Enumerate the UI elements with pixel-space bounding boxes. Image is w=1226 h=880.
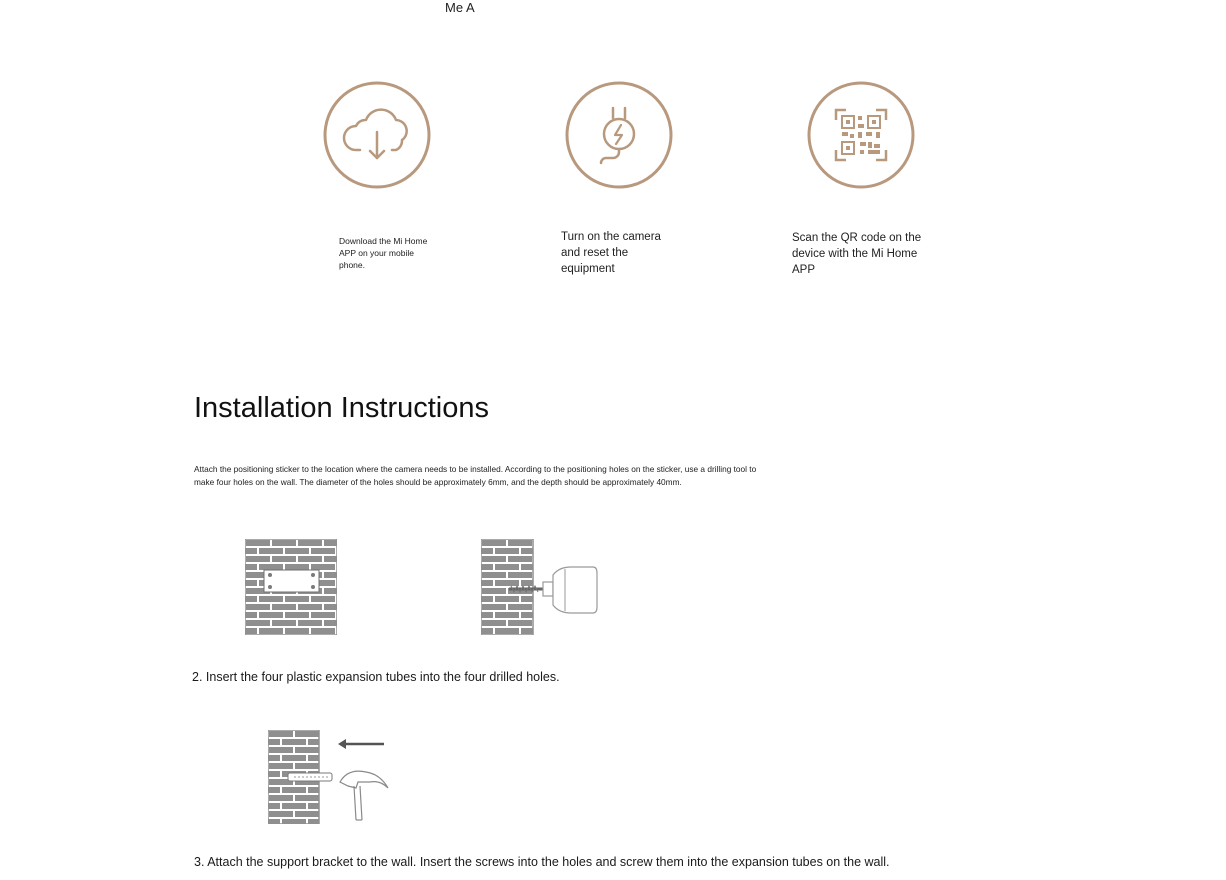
hammer-tube-illustration xyxy=(268,730,393,824)
cloud-download-icon xyxy=(322,80,432,190)
step-2-instruction: 2. Insert the four plastic expansion tubes into the four drilled holes. xyxy=(192,670,560,684)
qr-code-icon xyxy=(806,80,916,190)
header-fragment-text: Me A xyxy=(445,0,475,15)
installation-paragraph: Attach the positioning sticker to the location where the camera needs to be installed. According to the positioning holes on the sticker, use a drilling tool to make four holes on the wall. The diameter of the holes should be approximately 6mm, and the depth should be approximately 40mm. xyxy=(194,464,757,487)
power-plug-icon xyxy=(564,80,674,190)
step-3-text: Scan the QR code on the device with the Mi Home APP xyxy=(792,232,922,276)
drilling-illustration xyxy=(481,539,601,635)
step-3-instruction: 3. Attach the support bracket to the wall. Insert the screws into the holes and screw them into the expansion tubes on the wall. xyxy=(194,855,890,869)
step-2-text: Turn on the camera and reset the equipment xyxy=(561,231,661,275)
wall-sticker-illustration xyxy=(245,539,337,635)
installation-title: Installation Instructions xyxy=(194,392,489,424)
step-1-text: Download the Mi Home APP on your mobile phone. xyxy=(339,236,428,270)
